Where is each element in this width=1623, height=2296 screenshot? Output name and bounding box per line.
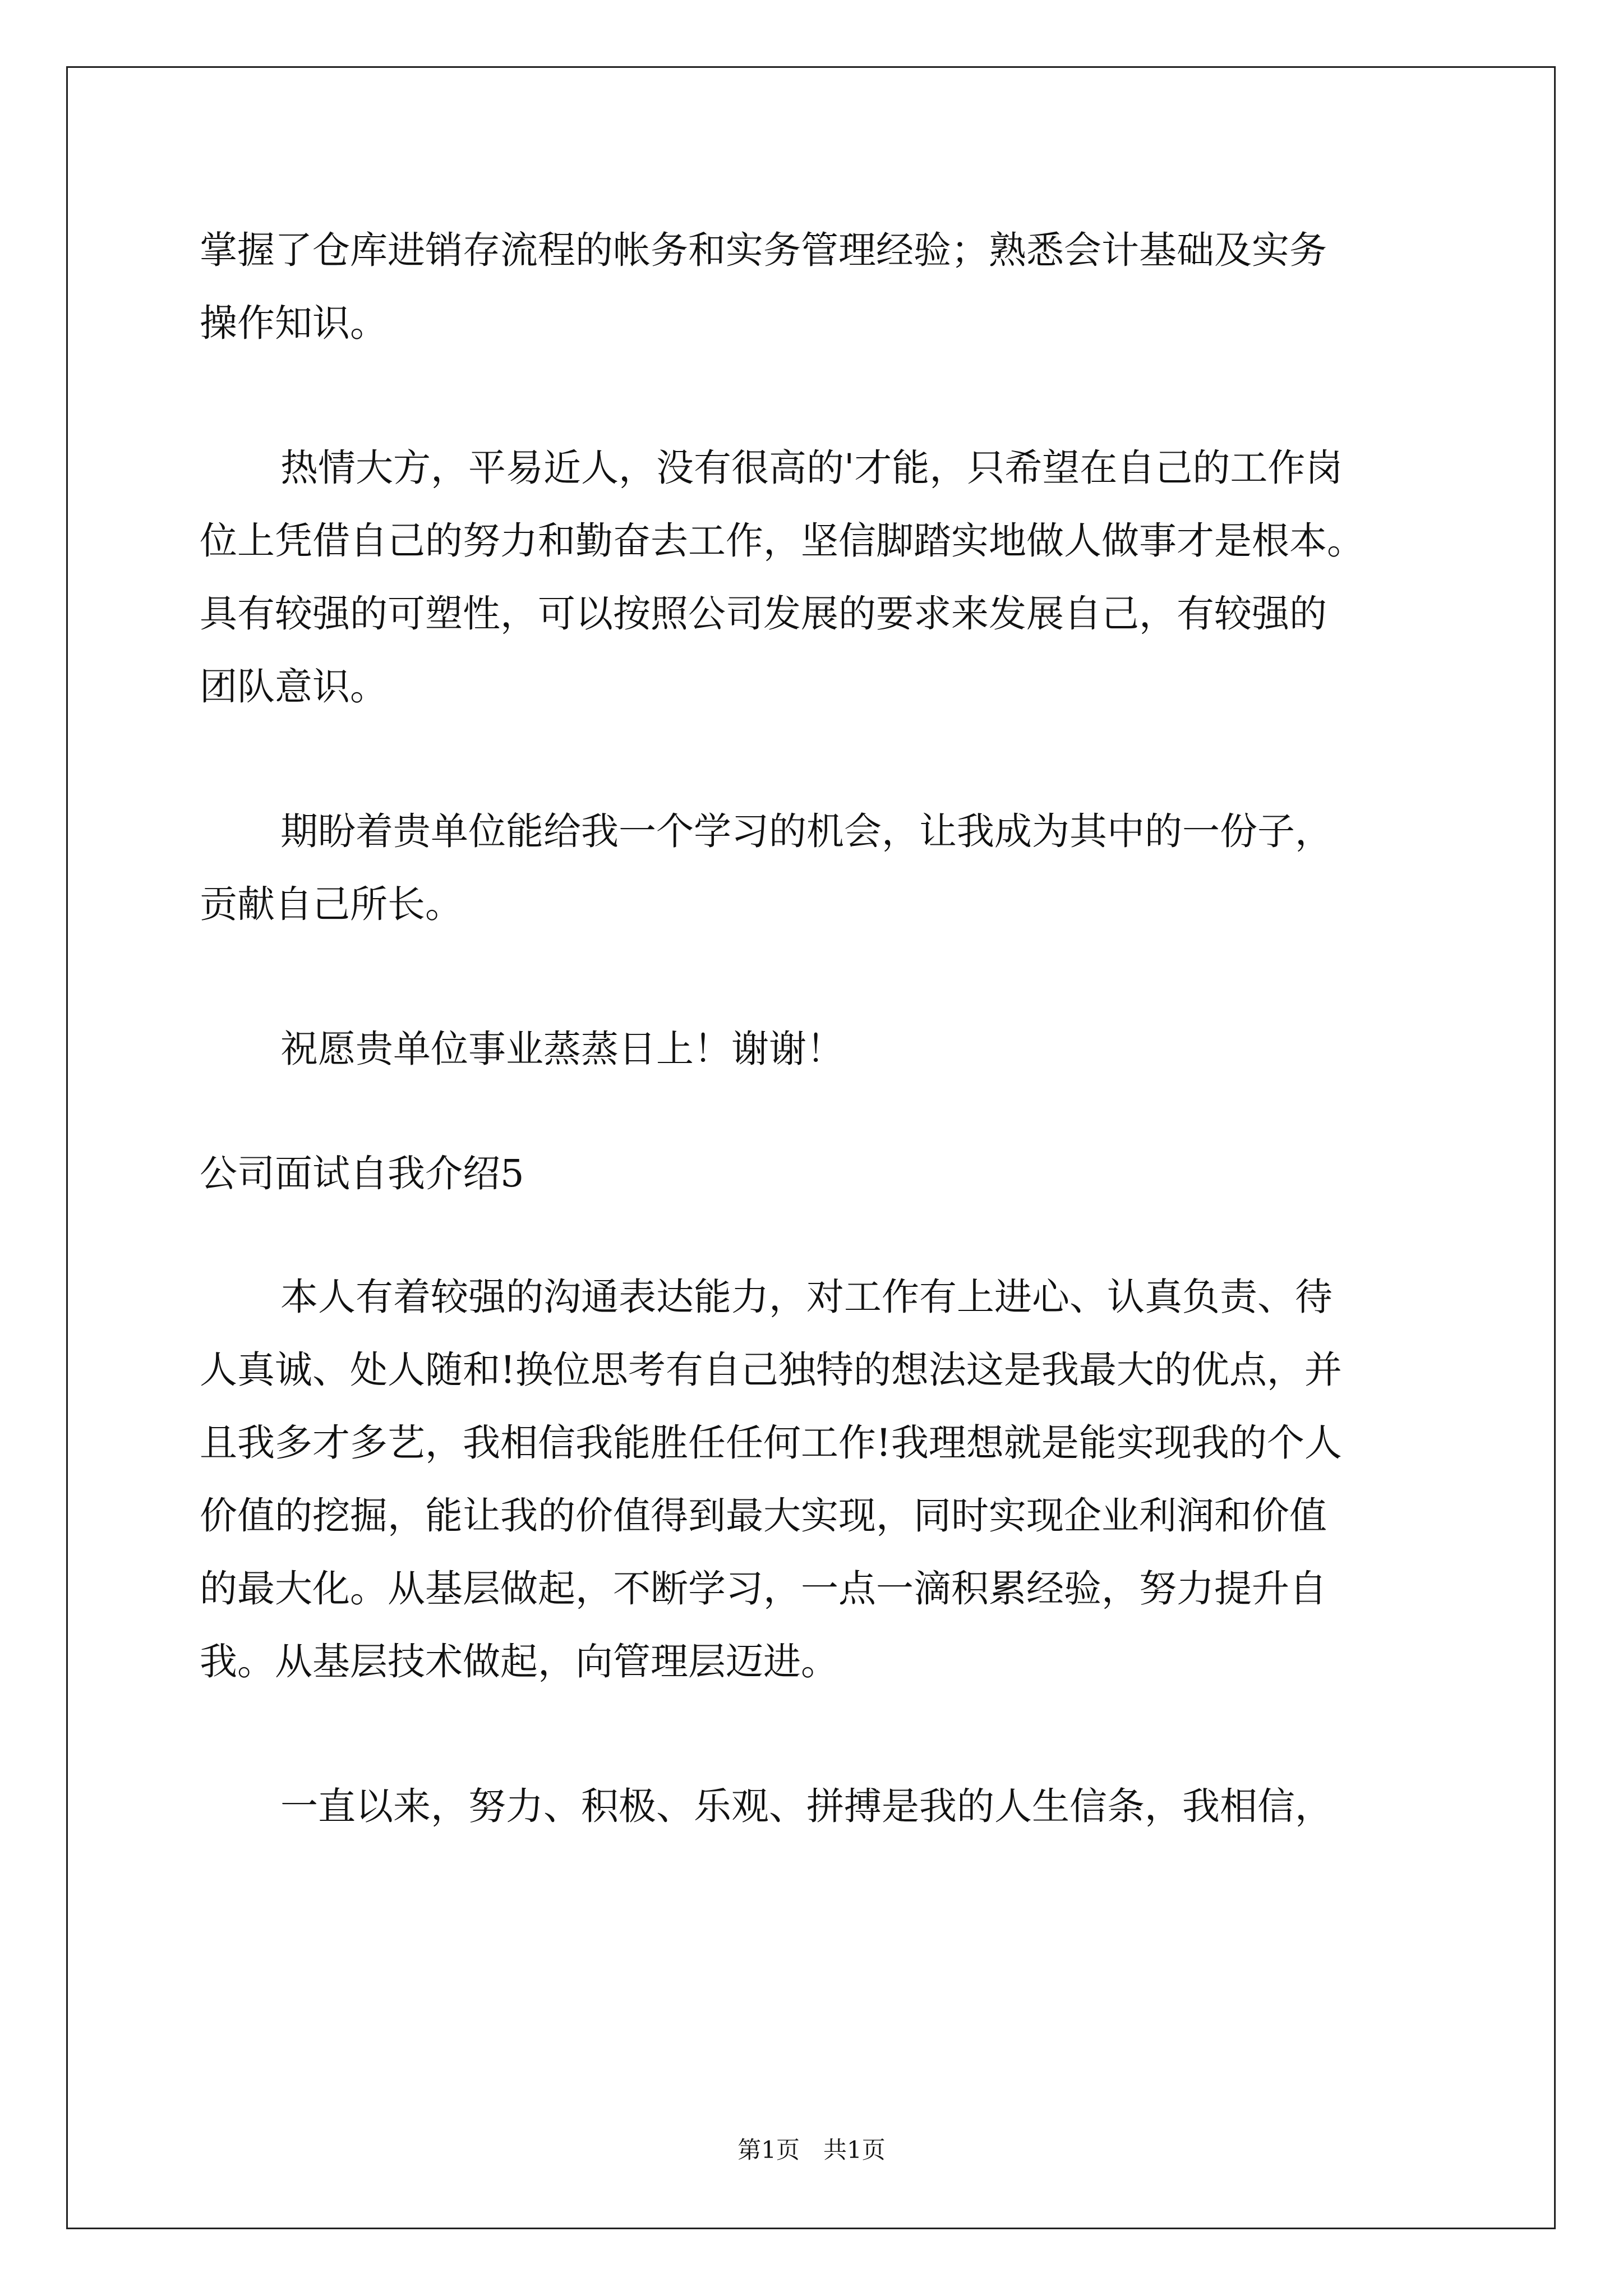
- text-line: 价值的挖掘，能让我的价值得到最大实现，同时实现企业利润和价值: [200, 1494, 1327, 1538]
- text-line: 贡献自己所长。: [200, 882, 463, 926]
- text-line: 期盼着贵单位能给我一个学习的机会，让我成为其中的一份子，: [280, 809, 1332, 853]
- text-line: 一直以来，努力、积极、乐观、拼搏是我的人生信条，我相信，: [280, 1784, 1332, 1828]
- text-line: 操作知识。: [200, 301, 388, 345]
- text-line: 具有较强的可塑性，可以按照公司发展的要求来发展自己，有较强的: [200, 592, 1327, 636]
- text-line: 且我多才多艺，我相信我能胜任任何工作!我理想就是能实现我的个人: [200, 1421, 1342, 1465]
- section-heading: 公司面试自我介绍5: [200, 1152, 524, 1195]
- text-line: 的最大化。从基层做起，不断学习，一点一滴积累经验，努力提升自: [200, 1567, 1327, 1611]
- text-line: 团队意识。: [200, 665, 388, 708]
- text-line: 人真诚、处人随和!换位思考有自己独特的想法这是我最大的优点，并: [200, 1348, 1342, 1392]
- text-line: 热情大方，平易近人，没有很高的'才能，只希望在自己的工作岗: [280, 446, 1343, 490]
- text-line: 本人有着较强的沟通表达能力，对工作有上进心、认真负责、待: [280, 1275, 1332, 1319]
- text-line: 我。从基层技术做起，向管理层迈进。: [200, 1640, 838, 1683]
- text-line: 位上凭借自己的努力和勤奋去工作，坚信脚踏实地做人做事才是根本。: [200, 519, 1364, 563]
- page-number: 第1页 共1页: [737, 2136, 886, 2164]
- text-line: 祝愿贵单位事业蒸蒸日上！谢谢！: [280, 1027, 844, 1071]
- page-border: [66, 66, 1556, 2229]
- text-line: 掌握了仓库进销存流程的帐务和实务管理经验；熟悉会计基础及实务: [200, 228, 1327, 272]
